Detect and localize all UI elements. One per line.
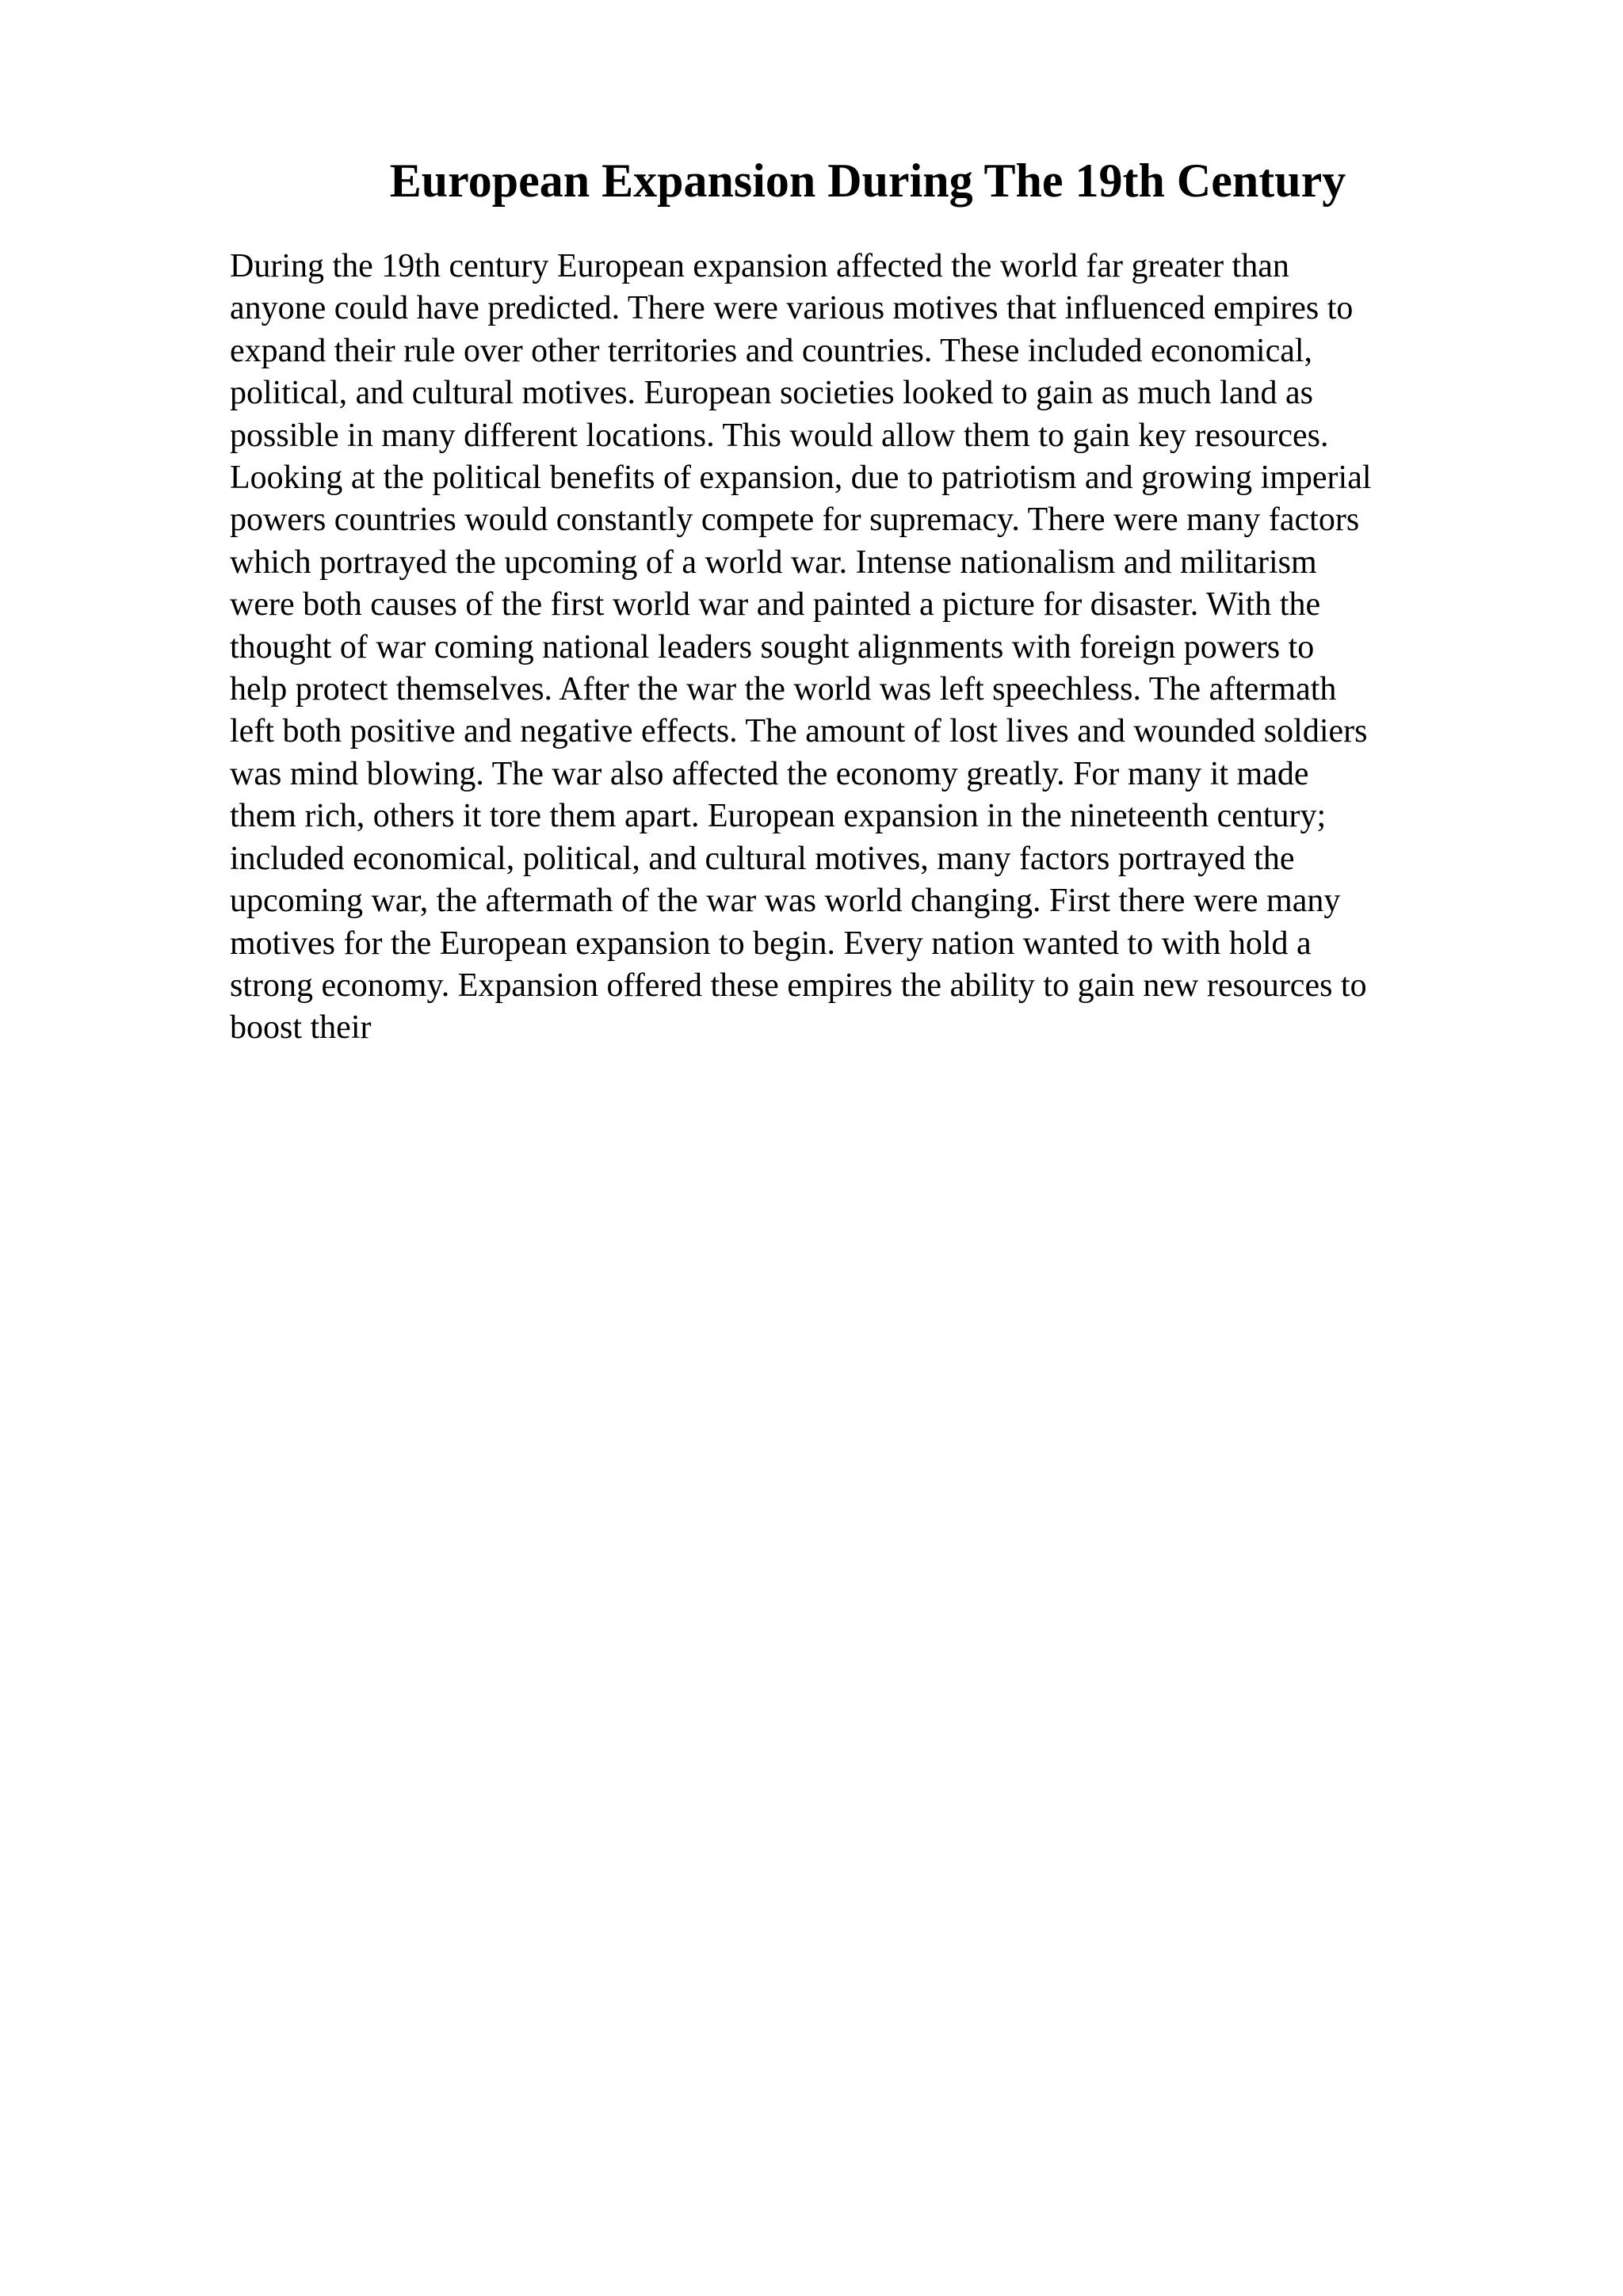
body-line: were both causes of the first world war and painted a picture for disaster. With the <box>230 586 1321 624</box>
body-line: boost their <box>230 1009 372 1047</box>
document-body <box>230 246 1514 1050</box>
body-line: was mind blowing. The war also affected the economy greatly. For many it made <box>230 755 1309 792</box>
body-line: which portrayed the upcoming of a world war. Intense nationalism and militarism <box>230 543 1317 581</box>
body-line: left both positive and negative effects. The amount of lost lives and wounded soldiers <box>230 713 1368 750</box>
body-line: thought of war coming national leaders sought alignments with foreign powers to <box>230 628 1315 666</box>
body-line: included economical, political, and cultural motives, many factors portrayed the <box>230 840 1295 877</box>
body-line: possible in many different locations. This would allow them to gain key resources. <box>230 417 1329 454</box>
body-line: expand their rule over other territories and countries. These included economical, <box>230 332 1313 369</box>
body-line: strong economy. Expansion offered these empires the ability to gain new resources to <box>230 967 1367 1004</box>
body-line: political, and cultural motives. European societies looked to gain as much land as <box>230 375 1313 412</box>
body-line: help protect themselves. After the war the world was left speechless. The aftermath <box>230 671 1337 708</box>
body-line: upcoming war, the aftermath of the war was world changing. First there were many <box>230 883 1341 920</box>
body-line: powers countries would constantly compete for supremacy. There were many factors <box>230 502 1360 539</box>
body-line: During the 19th century European expansion affected the world far greater than <box>230 248 1289 284</box>
body-line: anyone could have predicted. There were various motives that influenced empires to <box>230 290 1354 327</box>
document-title: European Expansion During The 19th Century <box>389 154 1346 207</box>
body-line: Looking at the political benefits of expansion, due to patriotism and growing imperial <box>230 460 1372 497</box>
body-line: them rich, others it tore them apart. European expansion in the nineteenth century; <box>230 798 1327 835</box>
body-line: motives for the European expansion to begin. Every nation wanted to with hold a <box>230 925 1312 962</box>
